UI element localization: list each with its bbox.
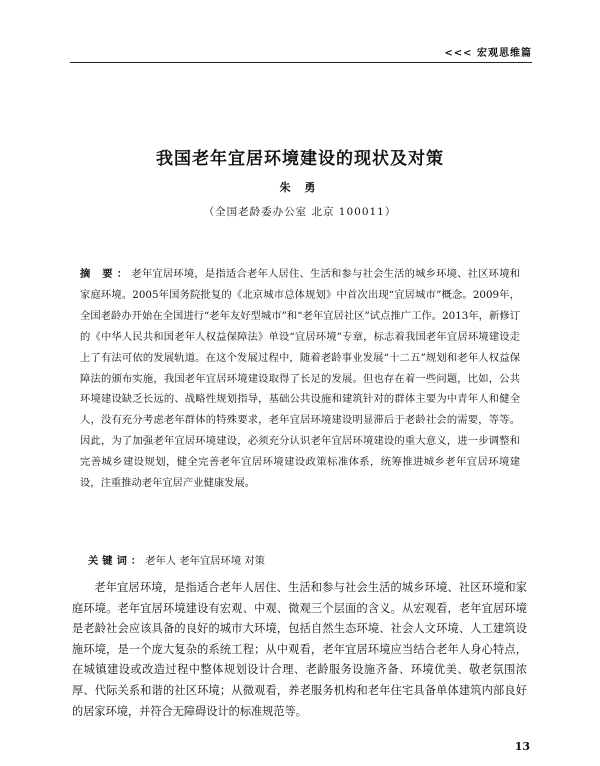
page-number: 13	[514, 740, 530, 753]
article-title: 我国老年宜居环境建设的现状及对策	[156, 149, 444, 169]
header-rule	[70, 62, 532, 63]
keywords-text: 老年人 老年宜居环境 对策	[145, 555, 265, 567]
abstract	[80, 264, 520, 494]
body-paragraph: 老年宜居环境，是指适合老年人居住、生活和参与社会生活的城乡环境、社区环境和家庭环境。老年宜居环境建设有宏观、中观、微观三个层面的含义。从宏观看，老年宜居环境是老龄社会应该具备的良好的城市大环境，包括自然生态环境、社会人文环境、人工建筑设施环境，是一个庞大复杂的系统工程；从中观看，老年宜居环境应当结合老年人身心特点，在城镇建设或改造过程中整体规划设计合理、老龄服务设施齐备、环境优美、敬老氛围浓厚、代际关系和谐的社区环境；从微观看，养老服务机构和老年住宅具备单体建筑内部良好的居家环境，并符合无障碍设计的标准规范等。	[72, 581, 527, 718]
abstract-text: 老年宜居环境，是指适合老年人居住、生活和参与社会生活的城乡环境、社区环境和家庭环境。2005年国务院批复的《北京城市总体规划》中首次出现“宜居城市”概念。2009年，全国老龄办开始在全国进行“老年友好型城市”和“老年宜居社区”试点推广工作。2013年，新修订的《中华人民共和国老年人权益保障法》单设“宜居环境”专章，标志着我国老年宜居环境建设走上了有法可依的发展轨道。在这个发展过程中，随着老龄事业发展“十二五”规划和老年人权益保障法的颁布实施，我国老年宜居环境建设取得了长足的发展。但也存在着一些问题，比如，公共环境建设缺乏长远的、战略性规划指导，基础公共设施和建筑针对的群体主要为中青年人和健全人，没有充分考虑老年群体的特殊要求，老年宜居环境建设明显滞后于老龄社会的需要，等等。因此，为了加强老年宜居环境建设，必须充分认识老年宜居环境建设的重大意义，进一步调整和完善城乡建设规划，健全完善老年宜居环境建设政策标准体系，统筹推进城乡老年宜居环境建设，注重推动老年宜居产业健康发展。	[80, 268, 521, 490]
keywords-label: 关键词：	[88, 555, 146, 567]
article-author: 朱 勇	[279, 181, 321, 194]
author-affiliation: （全国老龄委办公室 北京 100011）	[203, 206, 397, 218]
abstract-label: 摘 要：	[80, 268, 132, 280]
header-section-label: <<< 宏观思维篇	[444, 48, 532, 59]
keywords	[88, 552, 518, 567]
